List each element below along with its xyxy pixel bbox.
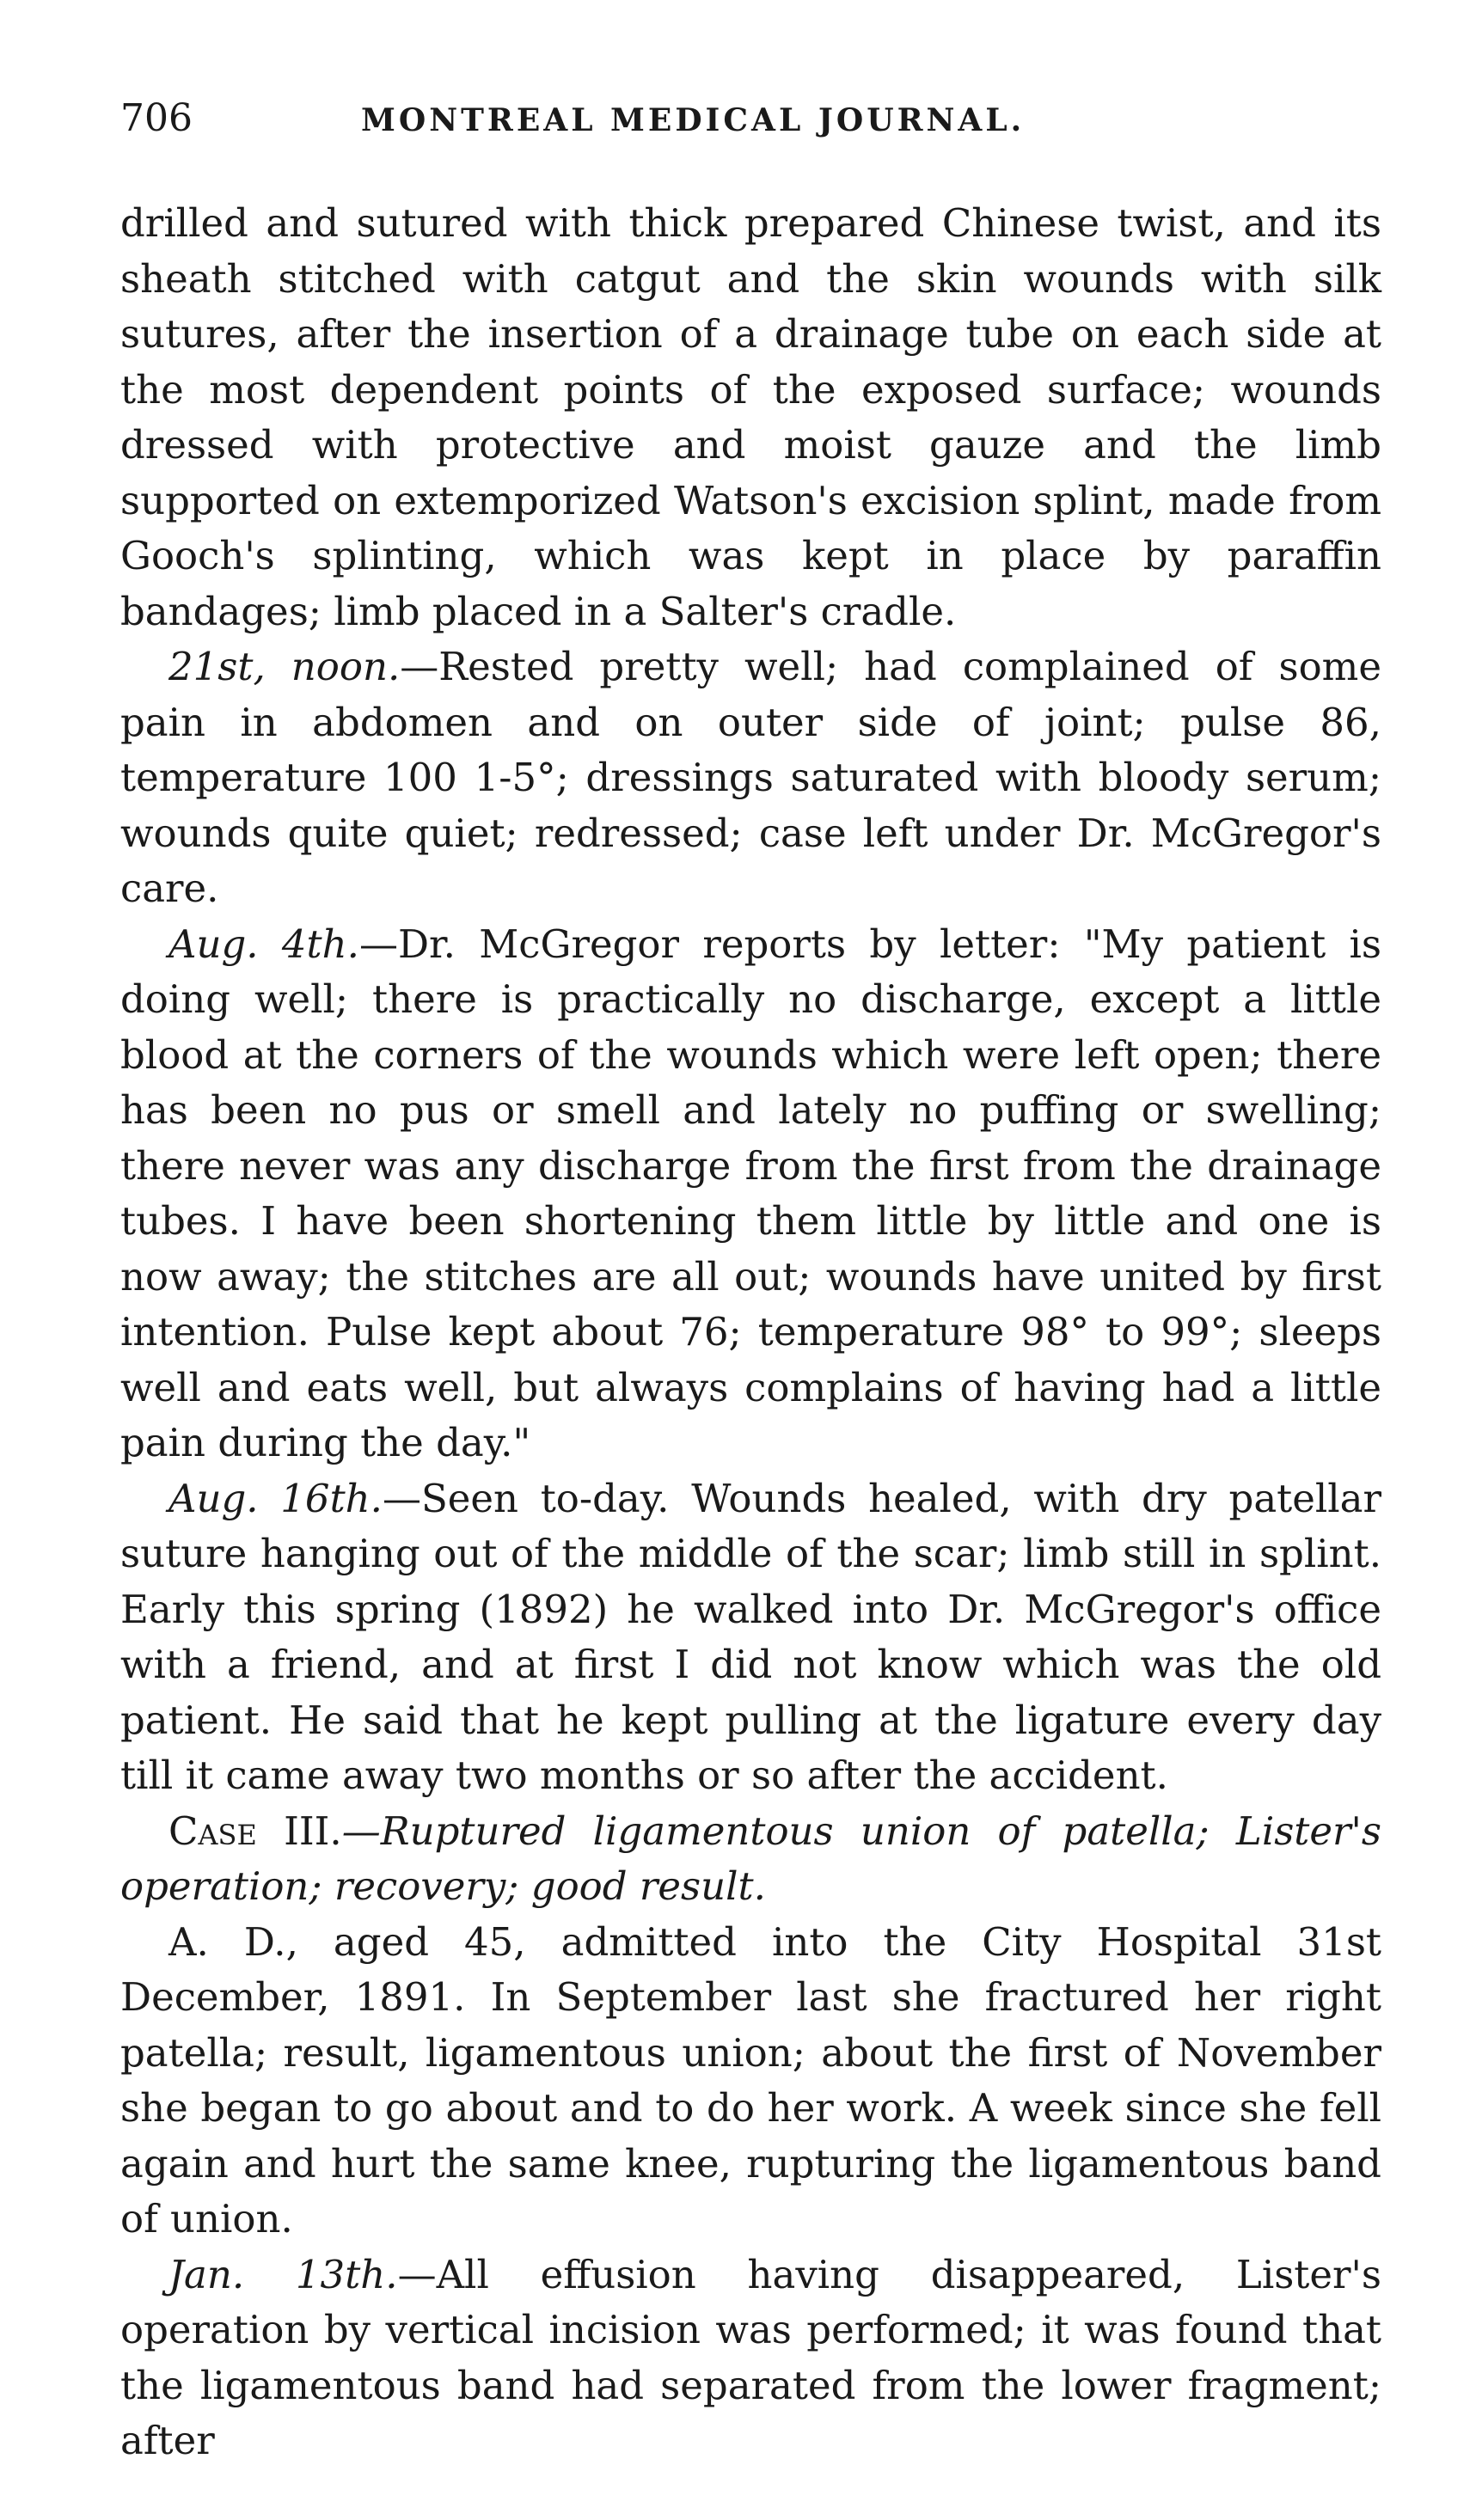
case-title: —Ruptured ligamentous union of patella; Lister's operation; recovery; good result. [120,1807,1381,1909]
paragraph-case-history: A. D., aged 45, admitted into the City Hospital 31st December, 1891. In September last she fractured her right patella; result, ligamentous union; about the first of November she began to go about and to do her work. A week since she fell again and hurt the same knee, rupturing the ligamentous band of union. [120,1918,1381,2242]
paragraph-aug-16th [120,1471,1381,1804]
page-number: 706 [120,96,193,140]
case-heading [120,1804,1381,1915]
paragraph-continued: drilled and sutured with thick prepared Chinese twist, and its sheath stitched with catgut and the skin wounds with silk sutures, after the insertion of a drainage tube on each side at the most dependent points of the exposed surface; wounds dressed with protective and moist gauze and the limb supported on extemporized Watson's excision splint, made from Gooch's splinting, which was kept in place by paraffin bandages; limb placed in a Salter's cradle. [120,200,1381,634]
paragraph-jan-13th [120,2248,1381,2469]
article-body [120,196,1381,2469]
paragraph-21st [120,639,1381,917]
entry-date: Aug. 4th. [168,921,359,967]
case-label: Case III. [168,1807,342,1854]
entry-text: —Seen to-day. Wounds healed, with dry patellar suture hanging out of the middle of the scar; limb still in splint. Early this spring (1892) he walked into Dr. McGregor's office with a friend, and at first I did not know which was the old patient. He said that he kept pulling at the ligature every day till it came away two months or so after the accident. [120,1475,1381,1798]
running-head: MONTREAL MEDICAL JOURNAL. [361,102,1026,138]
entry-text: —All effusion having disappeared, Lister's operation by vertical incision was performed; it was found that the ligamentous band had separated from the lower fragment; after [120,2251,1381,2463]
entry-date: Aug. 16th. [168,1475,383,1521]
entry-text: —Rested pretty well; had complained of some pain in abdomen and on outer side of joint; pulse 86, temperature 100 1-5°; dressings saturated with bloody serum; wounds quite quiet; redressed; case left under Dr. McGregor's care. [120,644,1381,911]
page-header [120,96,1381,162]
entry-date: Jan. 13th. [168,2251,398,2297]
paragraph-aug-4th [120,917,1381,1471]
entry-date: 21st, noon. [168,644,401,689]
entry-text: —Dr. McGregor reports by letter: "My patient is doing well; there is practically no discharge, except a little blood at the corners of the wounds which were left open; there has been no pus or smell and lately no puffing or swelling; there never was any discharge from the first from the drainage tubes. I have been shortening them little by little and one is now away; the stitches are all out; wounds have united by first intention. Pulse kept about 76; temperature 98° to 99°; sleeps well and eats well, but always complains of having had a little pain during the day." [120,921,1381,1465]
